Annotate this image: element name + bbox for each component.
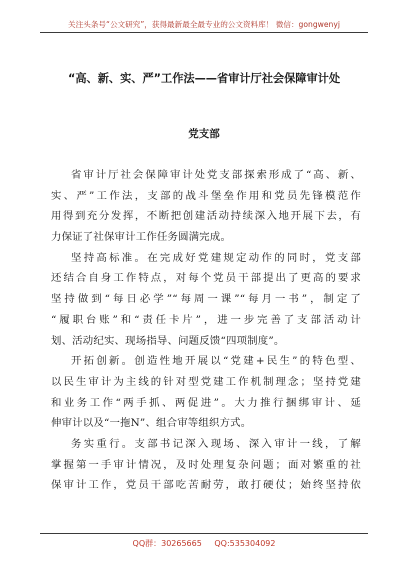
body-line: 力保证了社保审计工作任务圆满完成。	[51, 231, 232, 244]
body-line: 以民生审计为主线的针对型党建工作机制理念；坚持党建	[51, 375, 361, 388]
body-line: 还结合自身工作特点，对每个党员干部提出了更高的要求	[51, 272, 361, 285]
body-line: 坚持高标准。在完成好党建规定动作的同时，党支部	[71, 251, 361, 264]
page-footer: QQ群：30265665 QQ:535304092	[40, 533, 368, 556]
document-subtitle: 党支部	[188, 128, 220, 140]
body-line: 坚持做到“每日必学”“每周一课”“每月一书”，制定了	[51, 293, 361, 306]
body-line: 开拓创新。创造性地开展以“党建+民生”的特色型、	[71, 355, 361, 368]
page-header: 关注头条号“公文研究”，获得最新最全最专业的公文资料库！ 微信：gongwenyj	[68, 20, 340, 29]
body-line: 用得到充分发挥，不断把创建活动持续深入地开展下去，有	[51, 210, 361, 223]
body-line: 省审计厅社会保障审计处党支部探索形成了“高、新、	[71, 169, 361, 181]
body-line: 掌握第一手审计情况，及时处理复杂问题；面对繁重的社	[51, 458, 361, 471]
body-line: 务实重行。支部书记深入现场、深入审计一线，了解	[71, 437, 361, 450]
body-line: 划、活动纪实、现场指导、问题反馈“四项制度”。	[51, 334, 285, 347]
header-divider	[40, 32, 368, 33]
body-line: 和业务工作“两手抓、两促进”。大力推行捆绑审计、延	[51, 396, 361, 409]
body-line: 伸审计以及“一拖N”、组合审等组织方式。	[51, 417, 252, 430]
document-title: “高、新、实、严”工作法——省审计厅社会保障审计处	[67, 72, 341, 85]
document-body	[51, 165, 361, 496]
body-line: 保审计工作，党员干部吃苦耐劳，敢打硬仗；始终坚持依	[51, 479, 361, 492]
body-line: 实、严”工作法，支部的战斗堡垒作用和党员先锋模范作	[51, 189, 361, 202]
body-line: “履职台账”和“责任卡片”，进一步完善了支部活动计	[51, 313, 361, 326]
